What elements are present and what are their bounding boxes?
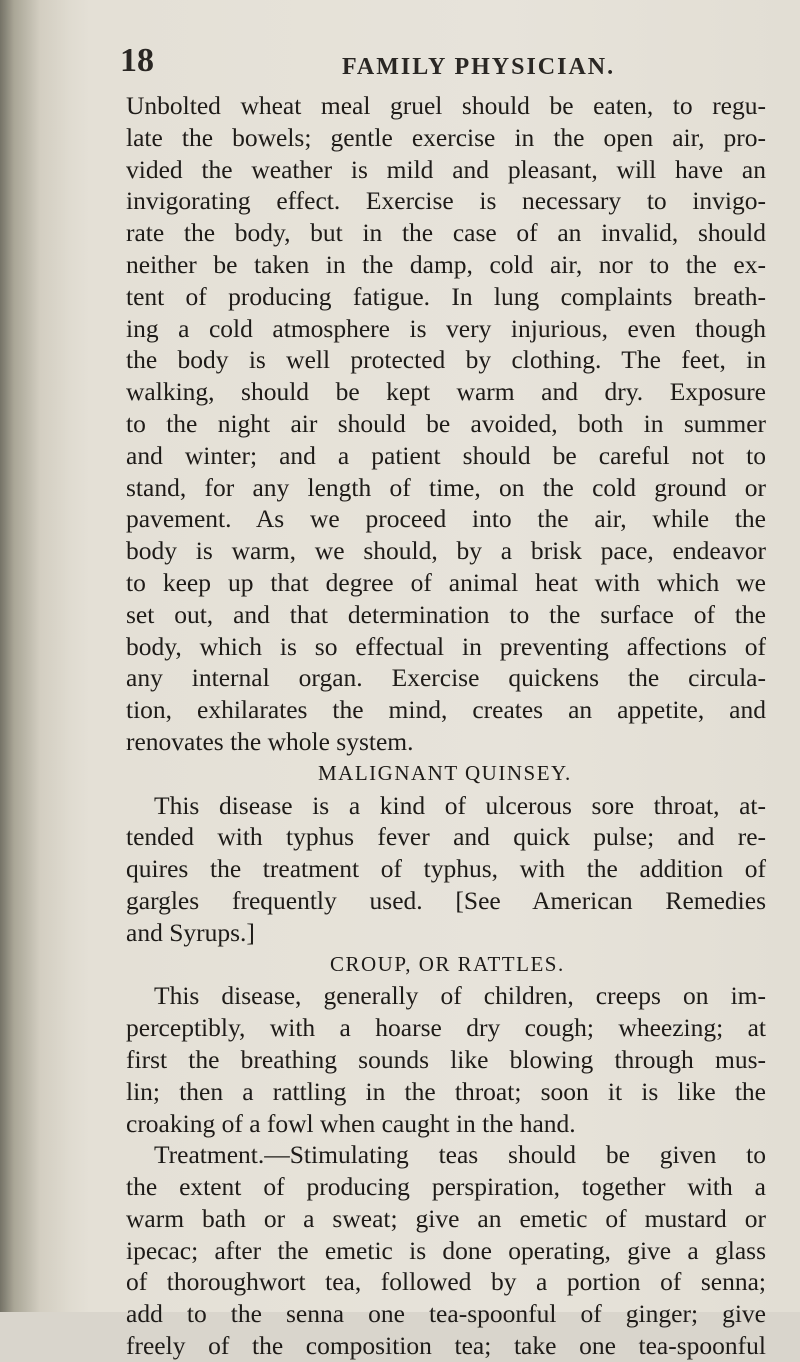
text-line: renovates the whole system. — [126, 726, 414, 756]
text-line: late the bowels; gentle exercise in the open air, pro- — [126, 122, 766, 152]
text-line: tent of producing fatigue. In lung complaints breath- — [126, 281, 766, 311]
text-line: neither be taken in the damp, cold air, nor to the ex- — [126, 249, 766, 279]
text-line: This disease, generally of children, creeps on im- — [154, 981, 766, 1011]
page-number: 18 — [120, 42, 154, 79]
text-line: and winter; and a patient should be careful not to — [126, 440, 766, 470]
text-line: invigorating effect. Exercise is necessary to invigo- — [126, 186, 766, 216]
text-line: warm bath or a sweat; give an emetic of mustard or — [126, 1203, 766, 1233]
text-line: Unbolted wheat meal gruel should be eaten, to regu- — [126, 91, 766, 120]
text-line: This disease is a kind of ulcerous sore throat, at- — [154, 790, 766, 820]
text-line: body, which is so effectual in preventing affections of — [126, 631, 766, 661]
text-line: Treatment.—Stimulating teas should be given to — [154, 1140, 766, 1170]
text-line: and Syrups.] — [126, 917, 255, 947]
text-line: of thoroughwort tea, followed by a portion of senna; — [126, 1267, 766, 1297]
text-line: any internal organ. Exercise quickens the circula- — [126, 663, 766, 693]
text-line: freely of the composition tea; take one tea-spoonful — [126, 1331, 766, 1361]
text-line: body is warm, we should, by a brisk pace, endeavor — [126, 536, 766, 566]
section-heading-malignant-quinsey: MALIGNANT QUINSEY. — [318, 760, 572, 785]
text-line: lin; then a rattling in the throat; soon it is like the — [126, 1076, 766, 1106]
text-line: quires the treatment of typhus, with the addition of — [126, 854, 766, 884]
section-heading-croup: CROUP, OR RATTLES. — [330, 951, 565, 976]
text-line: pavement. As we proceed into the air, while the — [126, 504, 766, 534]
text-line: to keep up that degree of animal heat with which we — [126, 567, 766, 597]
text-line: ing a cold atmosphere is very injurious, even though — [126, 313, 766, 343]
spine-shadow — [0, 0, 70, 1312]
text-line: to the night air should be avoided, both in summer — [126, 408, 766, 438]
text-line: croaking of a fowl when caught in the hand. — [126, 1108, 576, 1138]
text-line: walking, should be kept warm and dry. Exposure — [126, 377, 766, 407]
text-line: rate the body, but in the case of an invalid, should — [126, 218, 766, 248]
text-line: first the breathing sounds like blowing through mus- — [126, 1044, 766, 1074]
page-body — [126, 90, 766, 1362]
text-line: tended with typhus fever and quick pulse; and re- — [126, 822, 766, 852]
text-line: the extent of producing perspiration, together with a — [126, 1172, 766, 1202]
text-line: tion, exhilarates the mind, creates an appetite, and — [126, 695, 766, 725]
text-line: set out, and that determination to the surface of the — [126, 599, 766, 629]
running-head: FAMILY PHYSICIAN. — [342, 54, 616, 80]
text-line: ipecac; after the emetic is done operating, give a glass — [126, 1235, 766, 1265]
text-line: gargles frequently used. [See American Remedies — [126, 885, 766, 915]
text-line: add to the senna one tea-spoonful of ginger; give — [126, 1299, 766, 1329]
page-header — [120, 42, 760, 82]
text-line: vided the weather is mild and pleasant, will have an — [126, 154, 766, 184]
text-line: perceptibly, with a hoarse dry cough; wheezing; at — [126, 1013, 766, 1043]
text-line: the body is well protected by clothing. The feet, in — [126, 345, 766, 375]
text-line: stand, for any length of time, on the cold ground or — [126, 472, 766, 502]
